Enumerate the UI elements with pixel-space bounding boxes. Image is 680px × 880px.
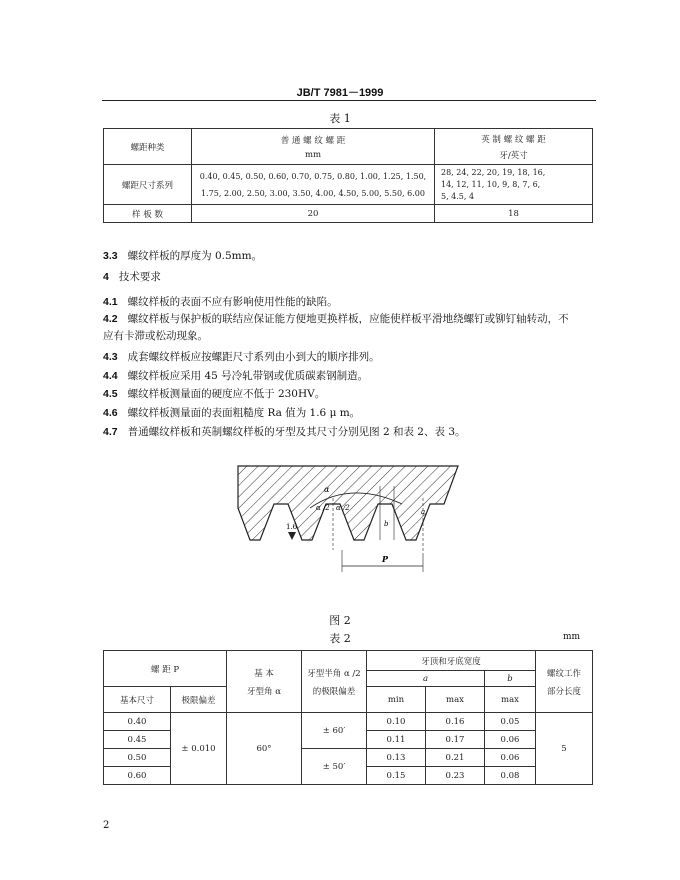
t2-r2-amin: 0.13 <box>367 749 426 767</box>
t2-head-angle-line1: 基 本 <box>254 668 274 679</box>
t1-metric-unit: mm <box>304 149 322 160</box>
t2-r3-p: 0.60 <box>104 767 171 785</box>
clause-number: 4.6 <box>103 407 118 419</box>
t2-head-dev: 极限偏差 <box>171 687 227 713</box>
t2-head-max: max <box>426 687 485 713</box>
t1-count-label: 样 板 数 <box>104 205 192 223</box>
clause-text: 螺纹样板应采用 45 号冷轧带钢或优质碳素钢制造。 <box>127 370 369 382</box>
t2-head-length <box>536 651 593 713</box>
t2-head-a: a <box>367 671 485 687</box>
t2-r2-amax: 0.21 <box>426 749 485 767</box>
t2-r3-amin: 0.15 <box>367 767 426 785</box>
header-rule <box>102 100 596 101</box>
clause-1 <box>103 269 595 285</box>
t2-head-min: min <box>367 687 426 713</box>
t2-head-angle <box>227 651 302 713</box>
t2-r1-amax: 0.17 <box>426 731 485 749</box>
label-half-angle-1: α /2 <box>316 504 330 512</box>
label-alpha: α <box>324 485 330 494</box>
t2-r2-p: 0.50 <box>104 749 171 767</box>
t1-header-imperial <box>435 129 593 165</box>
t1-count-imperial: 18 <box>435 205 593 223</box>
clause-6 <box>103 368 595 384</box>
t2-r0-p: 0.40 <box>104 713 171 731</box>
roughness-symbol <box>288 532 296 540</box>
clause-0 <box>103 248 595 264</box>
t2-head-half-angle <box>302 651 367 713</box>
clause-number: 4.3 <box>103 351 118 363</box>
t2-r0-bmax: 0.05 <box>485 713 536 731</box>
t1-metric-line2: 1.75, 2.00, 2.50, 3.00, 3.50, 4.00, 4.50, 5.00, 5.50, 6.00 <box>201 188 425 198</box>
t2-r3-bmax: 0.08 <box>485 767 536 785</box>
t2-head-basic: 基本尺寸 <box>104 687 171 713</box>
t1-metric-line1: 0.40, 0.45, 0.50, 0.60, 0.70, 0.75, 0.80, 1.00, 1.25, 1.50, <box>199 171 427 181</box>
clause-text: 应有卡滞或松动现象。 <box>103 330 208 342</box>
t1-header-metric <box>192 129 435 165</box>
t1-imperial-line2: 14, 12, 11, 10, 9, 8, 7, 6, <box>441 180 541 189</box>
t2-head-angle-line2: 牙型角 α <box>247 686 281 697</box>
clause-4 <box>103 328 595 344</box>
t1-series-label: 螺距尺寸系列 <box>104 165 192 205</box>
t1-header-kind: 螺距种类 <box>104 129 192 165</box>
clause-number: 4.4 <box>103 370 118 382</box>
clause-5 <box>103 349 595 365</box>
t2-r0-amin: 0.10 <box>367 713 426 731</box>
clause-number: 3.3 <box>103 250 118 262</box>
label-roughness: 1.6 <box>286 523 298 531</box>
clause-text: 螺纹样板与保护板的联结应保证能方便地更换样板，应能使样板平滑地绕螺钉或铆钉轴转动，不 <box>127 313 569 325</box>
label-half-angle-2: α /2 <box>336 504 350 512</box>
t2-head-bmax: max <box>485 687 536 713</box>
clause-3 <box>103 311 595 327</box>
header-code: JB/T 7981－1999 <box>296 87 384 99</box>
t2-r3-amax: 0.23 <box>426 767 485 785</box>
t2-half-b: ± 50′ <box>302 749 367 785</box>
t1-imperial-line3: 5, 4.5, 4 <box>441 192 475 201</box>
t2-head-half-line2: 的极限偏差 <box>312 686 356 697</box>
t2-head-length-line2: 部分长度 <box>546 686 581 697</box>
t1-count-metric: 20 <box>192 205 435 223</box>
table2-unit: mm <box>563 632 581 642</box>
t2-r2-bmax: 0.06 <box>485 749 536 767</box>
t2-r1-p: 0.45 <box>104 731 171 749</box>
t1-imperial-unit: 牙/英寸 <box>499 150 528 161</box>
clause-7 <box>103 386 595 402</box>
label-b: b <box>384 520 389 528</box>
clause-text: 螺纹样板测量面的表面粗糙度 Ra 值为 1.6 μ m。 <box>127 407 361 419</box>
t1-metric-title: 普 通 螺 纹 螺 距 <box>280 135 346 146</box>
clause-8 <box>103 405 595 421</box>
figure-caption: 图 2 <box>329 614 351 627</box>
table1 <box>103 128 593 223</box>
thread-profile-figure <box>232 458 464 584</box>
t1-series-imperial <box>435 165 593 205</box>
clause-number: 4 <box>103 271 109 283</box>
t2-r0-amax: 0.16 <box>426 713 485 731</box>
gauge-body <box>238 466 458 540</box>
clause-text: 普通螺纹样板和英制螺纹样板的牙型及其尺寸分别见图 2 和表 2、表 3。 <box>127 426 466 438</box>
clause-text: 螺纹样板的厚度为 0.5mm。 <box>127 250 263 262</box>
t1-imperial-line1: 28, 24, 22, 20, 19, 18, 16, <box>441 168 546 177</box>
table1-caption: 表 1 <box>329 112 351 125</box>
t2-dev: ± 0.010 <box>171 713 227 785</box>
clause-number: 4.7 <box>103 426 118 438</box>
t1-series-metric <box>192 165 435 205</box>
t1-imperial-title: 英 制 螺 纹 螺 距 <box>481 134 546 145</box>
clause-number: 4.5 <box>103 388 118 400</box>
t2-head-length-line1: 螺纹工作 <box>546 668 581 679</box>
clause-2 <box>103 294 595 310</box>
page-number: 2 <box>103 820 110 831</box>
table2-caption: 表 2 <box>329 632 351 645</box>
t2-head-pitch: 螺 距 P <box>104 651 227 687</box>
t2-half-a: ± 60′ <box>302 713 367 749</box>
t2-head-half-line1: 牙型半角 α /2 <box>307 668 361 679</box>
clause-number: 4.2 <box>103 313 118 325</box>
clause-text: 螺纹样板测量面的硬度应不低于 230HV。 <box>127 388 326 400</box>
label-a: a <box>421 508 426 516</box>
clause-text: 螺纹样板的表面不应有影响使用性能的缺陷。 <box>127 296 338 308</box>
clause-text: 成套螺纹样板应按螺距尺寸系列由小到大的顺序排列。 <box>127 351 380 363</box>
t2-len: 5 <box>536 713 593 785</box>
clause-text: 技术要求 <box>118 271 161 283</box>
t2-r1-bmax: 0.06 <box>485 731 536 749</box>
table2 <box>103 650 593 785</box>
t2-head-width: 牙顶和牙底宽度 <box>367 651 536 671</box>
t2-head-b: b <box>485 671 536 687</box>
label-pitch: P <box>382 554 389 564</box>
t2-r1-amin: 0.11 <box>367 731 426 749</box>
clause-number: 4.1 <box>103 296 118 308</box>
t2-angle: 60° <box>227 713 302 785</box>
clause-9 <box>103 424 595 440</box>
